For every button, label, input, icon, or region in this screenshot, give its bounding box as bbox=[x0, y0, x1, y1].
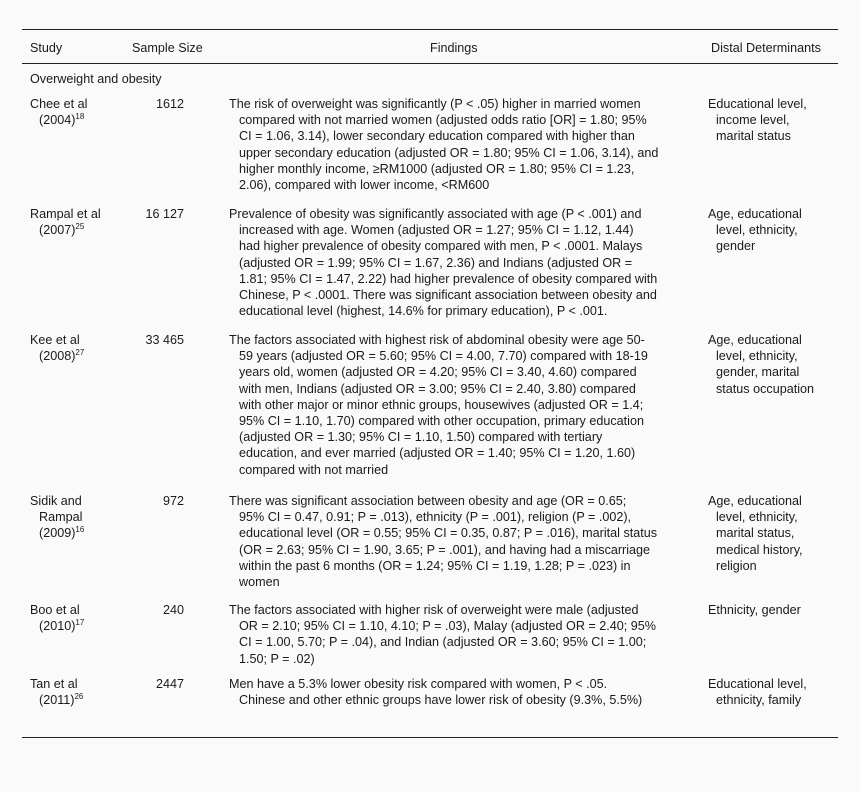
study-line: $(2004)^{18}$ bbox=[39, 112, 85, 128]
distal-determinants-cell bbox=[708, 96, 848, 145]
distal-determinants-cell bbox=[708, 602, 848, 618]
findings-line: 2.06), compared with lower income, <RM600 bbox=[239, 178, 490, 193]
reference-superscript: 16 bbox=[75, 525, 85, 535]
study-line: $(2007)^{25}$ bbox=[39, 222, 85, 238]
findings-line: 95% CI = 0.47, 0.91; P = .013), ethnicity (P = .001), religion (P = .002), bbox=[239, 510, 632, 525]
findings-line: within the past 6 months (OR = 1.24; 95% CI = 1.19, 1.28; P = .023) in bbox=[239, 558, 631, 573]
findings-line: educational level (OR = 0.55; 95% CI = 0.35, 0.87; P = .016), marital status bbox=[239, 526, 658, 541]
findings-line: 95% CI = 1.10, 1.70) compared with other occupation, primary education bbox=[239, 414, 644, 429]
distal-line: level, ethnicity, bbox=[716, 223, 798, 238]
reference-superscript: 25 bbox=[75, 222, 85, 232]
reference-superscript: 27 bbox=[75, 348, 85, 358]
study-cell bbox=[30, 332, 126, 364]
findings-line: (OR = 2.63; 95% CI = 1.90, 3.65; P = .001), and having had a miscarriage bbox=[239, 542, 651, 557]
study-line: Sidik and bbox=[30, 494, 82, 508]
study-line: Boo et al bbox=[30, 603, 80, 617]
distal-line: Educational level, bbox=[708, 677, 807, 691]
findings-line: 1.81; 95% CI = 1.47, 2.22) had higher prevalence of obesity compared with bbox=[239, 271, 658, 286]
findings-cell bbox=[229, 602, 699, 667]
findings-line: higher monthly income, ≥RM1000 (adjusted OR = 1.80; 95% CI = 1.23, bbox=[239, 161, 635, 176]
study-cell bbox=[30, 493, 126, 542]
findings-line: had higher prevalence of obesity compared with men, P < .0001. Malays bbox=[239, 239, 643, 254]
findings-line: OR = 2.10; 95% CI = 1.10, 4.10; P = .03), Malay (adjusted OR = 2.40; 95% bbox=[239, 619, 657, 634]
distal-line: Age, educational bbox=[708, 207, 802, 221]
study-line: $(2010)^{17}$ bbox=[39, 618, 85, 634]
findings-cell bbox=[229, 96, 699, 193]
study-line: Rampal bbox=[39, 510, 83, 525]
findings-line: The risk of overweight was significantly (P < .05) higher in married women bbox=[229, 97, 641, 111]
distal-line: level, ethnicity, bbox=[716, 510, 798, 525]
study-line: Tan et al bbox=[30, 677, 78, 691]
findings-line: The factors associated with higher risk of overweight were male (adjusted bbox=[229, 603, 639, 617]
findings-cell bbox=[229, 493, 699, 590]
reference-superscript: 18 bbox=[75, 112, 85, 122]
findings-line: CI = 1.06, 3.14), lower secondary education compared with higher than bbox=[239, 129, 635, 144]
distal-line: gender, marital bbox=[716, 365, 800, 380]
header-distal-determinants: Distal Determinants bbox=[711, 41, 821, 55]
findings-line: Men have a 5.3% lower obesity risk compared with women, P < .05. bbox=[229, 677, 608, 691]
findings-line: There was significant association between obesity and age (OR = 0.65; bbox=[229, 494, 627, 508]
findings-line: years old, women (adjusted OR = 4.20; 95% CI = 3.40, 4.60) compared bbox=[239, 365, 637, 380]
findings-line: increased with age. Women (adjusted OR = 1.27; 95% CI = 1.12, 1.44) bbox=[239, 223, 634, 238]
sample-size-cell: 33 465 bbox=[145, 333, 184, 347]
bottom-rule bbox=[22, 737, 838, 738]
distal-line: medical history, bbox=[716, 542, 803, 557]
top-rule bbox=[22, 29, 838, 30]
study-line: Kee et al bbox=[30, 333, 80, 347]
study-line: $(2011)^{26}$ bbox=[39, 692, 84, 708]
findings-line: educational level (highest, 14.6% for primary education), P < .001. bbox=[239, 304, 608, 319]
sample-size-cell: 972 bbox=[162, 494, 184, 508]
header-sample-size: Sample Size bbox=[132, 41, 203, 55]
distal-line: marital status, bbox=[716, 526, 795, 541]
study-line: Rampal et al bbox=[30, 207, 101, 221]
findings-line: CI = 1.00, 5.70; P = .04), and Indian (adjusted OR = 3.60; 95% CI = 1.00; bbox=[239, 635, 647, 650]
distal-line: status occupation bbox=[716, 381, 815, 396]
findings-line: Chinese and other ethnic groups have lower risk of obesity (9.3%, 5.5%) bbox=[239, 693, 643, 708]
findings-line: Prevalence of obesity was significantly associated with age (P < .001) and bbox=[229, 207, 642, 221]
findings-line: 1.50; P = .02) bbox=[239, 651, 315, 666]
findings-line: women bbox=[239, 575, 280, 590]
study-cell bbox=[30, 676, 126, 708]
findings-cell bbox=[229, 206, 699, 319]
study-cell bbox=[30, 96, 126, 128]
distal-line: level, ethnicity, bbox=[716, 349, 798, 364]
distal-line: income level, bbox=[716, 113, 790, 128]
findings-line: education, and ever married (adjusted OR = 1.40; 95% CI = 1.20, 1.60) bbox=[239, 446, 636, 461]
study-line: $(2009)^{16}$ bbox=[39, 525, 85, 541]
findings-line: with men, Indians (adjusted OR = 3.00; 95% CI = 2.40, 3.80) compared bbox=[239, 381, 636, 396]
findings-line: compared with not married bbox=[239, 462, 389, 477]
header-findings: Findings bbox=[430, 41, 478, 55]
header-study: Study bbox=[30, 41, 63, 55]
sample-size-cell: 240 bbox=[162, 603, 184, 617]
findings-line: 59 years (adjusted OR = 5.60; 95% CI = 4.00, 7.70) compared with 18-19 bbox=[239, 349, 648, 364]
distal-line: Educational level, bbox=[708, 97, 807, 111]
sample-size-cell: 1612 bbox=[155, 97, 184, 111]
study-cell bbox=[30, 602, 126, 634]
distal-line: religion bbox=[716, 558, 757, 573]
findings-line: Chinese, P < .0001. There was significant association between obesity and bbox=[239, 288, 657, 303]
header-rule bbox=[22, 63, 838, 64]
findings-cell bbox=[229, 676, 699, 708]
reference-superscript: 26 bbox=[74, 692, 84, 702]
distal-line: marital status bbox=[716, 129, 791, 144]
distal-determinants-cell bbox=[708, 332, 848, 397]
study-line: Chee et al bbox=[30, 97, 88, 111]
findings-line: compared with not married women (adjusted odds ratio [OR] = 1.80; 95% bbox=[239, 113, 647, 128]
findings-line: upper secondary education (adjusted OR = 1.80; 95% CI = 1.06, 3.14), and bbox=[239, 145, 659, 160]
distal-line: Ethnicity, gender bbox=[708, 603, 801, 617]
findings-line: (adjusted OR = 1.30; 95% CI = 1.10, 1.50) compared with tertiary bbox=[239, 430, 603, 445]
distal-line: Age, educational bbox=[708, 333, 802, 347]
study-cell bbox=[30, 206, 126, 238]
findings-cell bbox=[229, 332, 699, 478]
distal-determinants-cell bbox=[708, 206, 848, 255]
findings-line: with other major or minor ethnic groups, housewives (adjusted OR = 1.4; bbox=[239, 397, 644, 412]
study-line: $(2008)^{27}$ bbox=[39, 348, 85, 364]
distal-determinants-cell bbox=[708, 676, 848, 708]
reference-superscript: 17 bbox=[75, 618, 85, 628]
findings-line: The factors associated with highest risk of abdominal obesity were age 50- bbox=[229, 333, 645, 347]
sample-size-cell: 2447 bbox=[155, 677, 184, 691]
distal-determinants-cell bbox=[708, 493, 848, 574]
distal-line: Age, educational bbox=[708, 494, 802, 508]
sample-size-cell: 16 127 bbox=[145, 207, 184, 221]
findings-line: (adjusted OR = 1.99; 95% CI = 1.67, 2.36) and Indians (adjusted OR = bbox=[239, 255, 633, 270]
distal-line: gender bbox=[716, 239, 756, 254]
section-label: Overweight and obesity bbox=[30, 72, 162, 86]
distal-line: ethnicity, family bbox=[716, 693, 802, 708]
